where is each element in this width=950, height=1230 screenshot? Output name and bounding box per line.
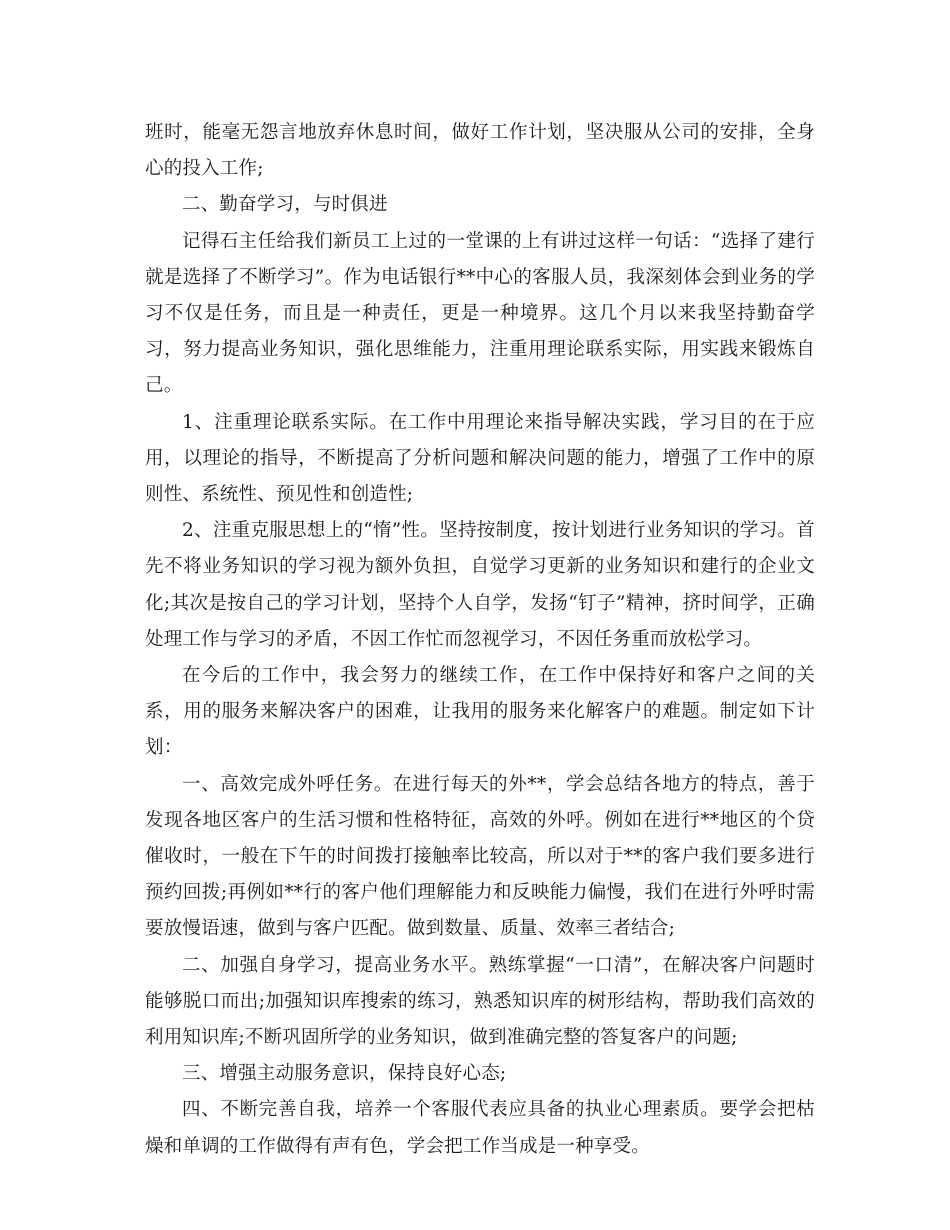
paragraph-9: 三、增强主动服务意识，保持良好心态; [182,1063,507,1085]
document-body [145,115,815,1165]
paragraph-5: 2、注重克服思想上的“惰”性。坚持按制度，按计划进行业务知识的学习。首先不将业务知识的学习视为额外负担，自觉学习更新的业务知识和建行的企业文化;其次是按自己的学习计划，坚持个人自学，发扬“钉子”精神，挤时间学，正确处理工作与学习的矛盾，不因工作忙而忽视学习，不因任务重而放松学习。 [145,520,815,650]
paragraph-1: 班时，能毫无怨言地放弃休息时间，做好工作计划，坚决服从公司的安排，全身心的投入工作; [145,122,815,180]
paragraph-8: 二、加强自身学习，提高业务水平。熟练掌握“一口清”，在解决客户问题时能够脱口而出;加强知识库搜索的练习，熟悉知识库的树形结构，帮助我们高效的利用知识库;不断巩固所学的业务知识，做到准确完整的答复客户的问题; [145,954,815,1049]
section-heading-study: 二、勤奋学习，与时俱进 [182,194,388,216]
paragraph-10: 四、不断完善自我，培养一个客服代表应具备的执业心理素质。要学会把枯燥和单调的工作做得有声有色，学会把工作当成是一种享受。 [145,1099,815,1157]
paragraph-4: 1、注重理论联系实际。在工作中用理论来指导解决实践，学习目的在于应用，以理论的指导，不断提高了分析问题和解决问题的能力，增强了工作中的原则性、系统性、预见性和创造性; [145,411,815,506]
paragraph-7: 一、高效完成外呼任务。在进行每天的外**，学会总结各地方的特点，善于发现各地区客户的生活习惯和性格特征，高效的外呼。例如在进行**地区的个贷催收时，一般在下午的时间拨打接触率比较高，所以对于**的客户我们要多进行预约回拨;再例如**行的客户他们理解能力和反映能力偏慢，我们在进行外呼时需要放慢语速，做到与客户匹配。做到数量、质量、效率三者结合; [145,773,815,940]
paragraph-3: 记得石主任给我们新员工上过的一堂课的上有讲过这样一句话：“选择了建行就是选择了不断学习”。作为电话银行**中心的客服人员，我深刻体会到业务的学习不仅是任务，而且是一种责任，更是一种境界。这几个月以来我坚持勤奋学习，努力提高业务知识，强化思维能力，注重用理论联系实际，用实践来锻炼自己。 [145,230,815,397]
paragraph-6: 在今后的工作中，我会努力的继续工作，在工作中保持好和客户之间的关系，用的服务来解决客户的困难，让我用的服务来化解客户的难题。制定如下计划： [145,665,815,759]
